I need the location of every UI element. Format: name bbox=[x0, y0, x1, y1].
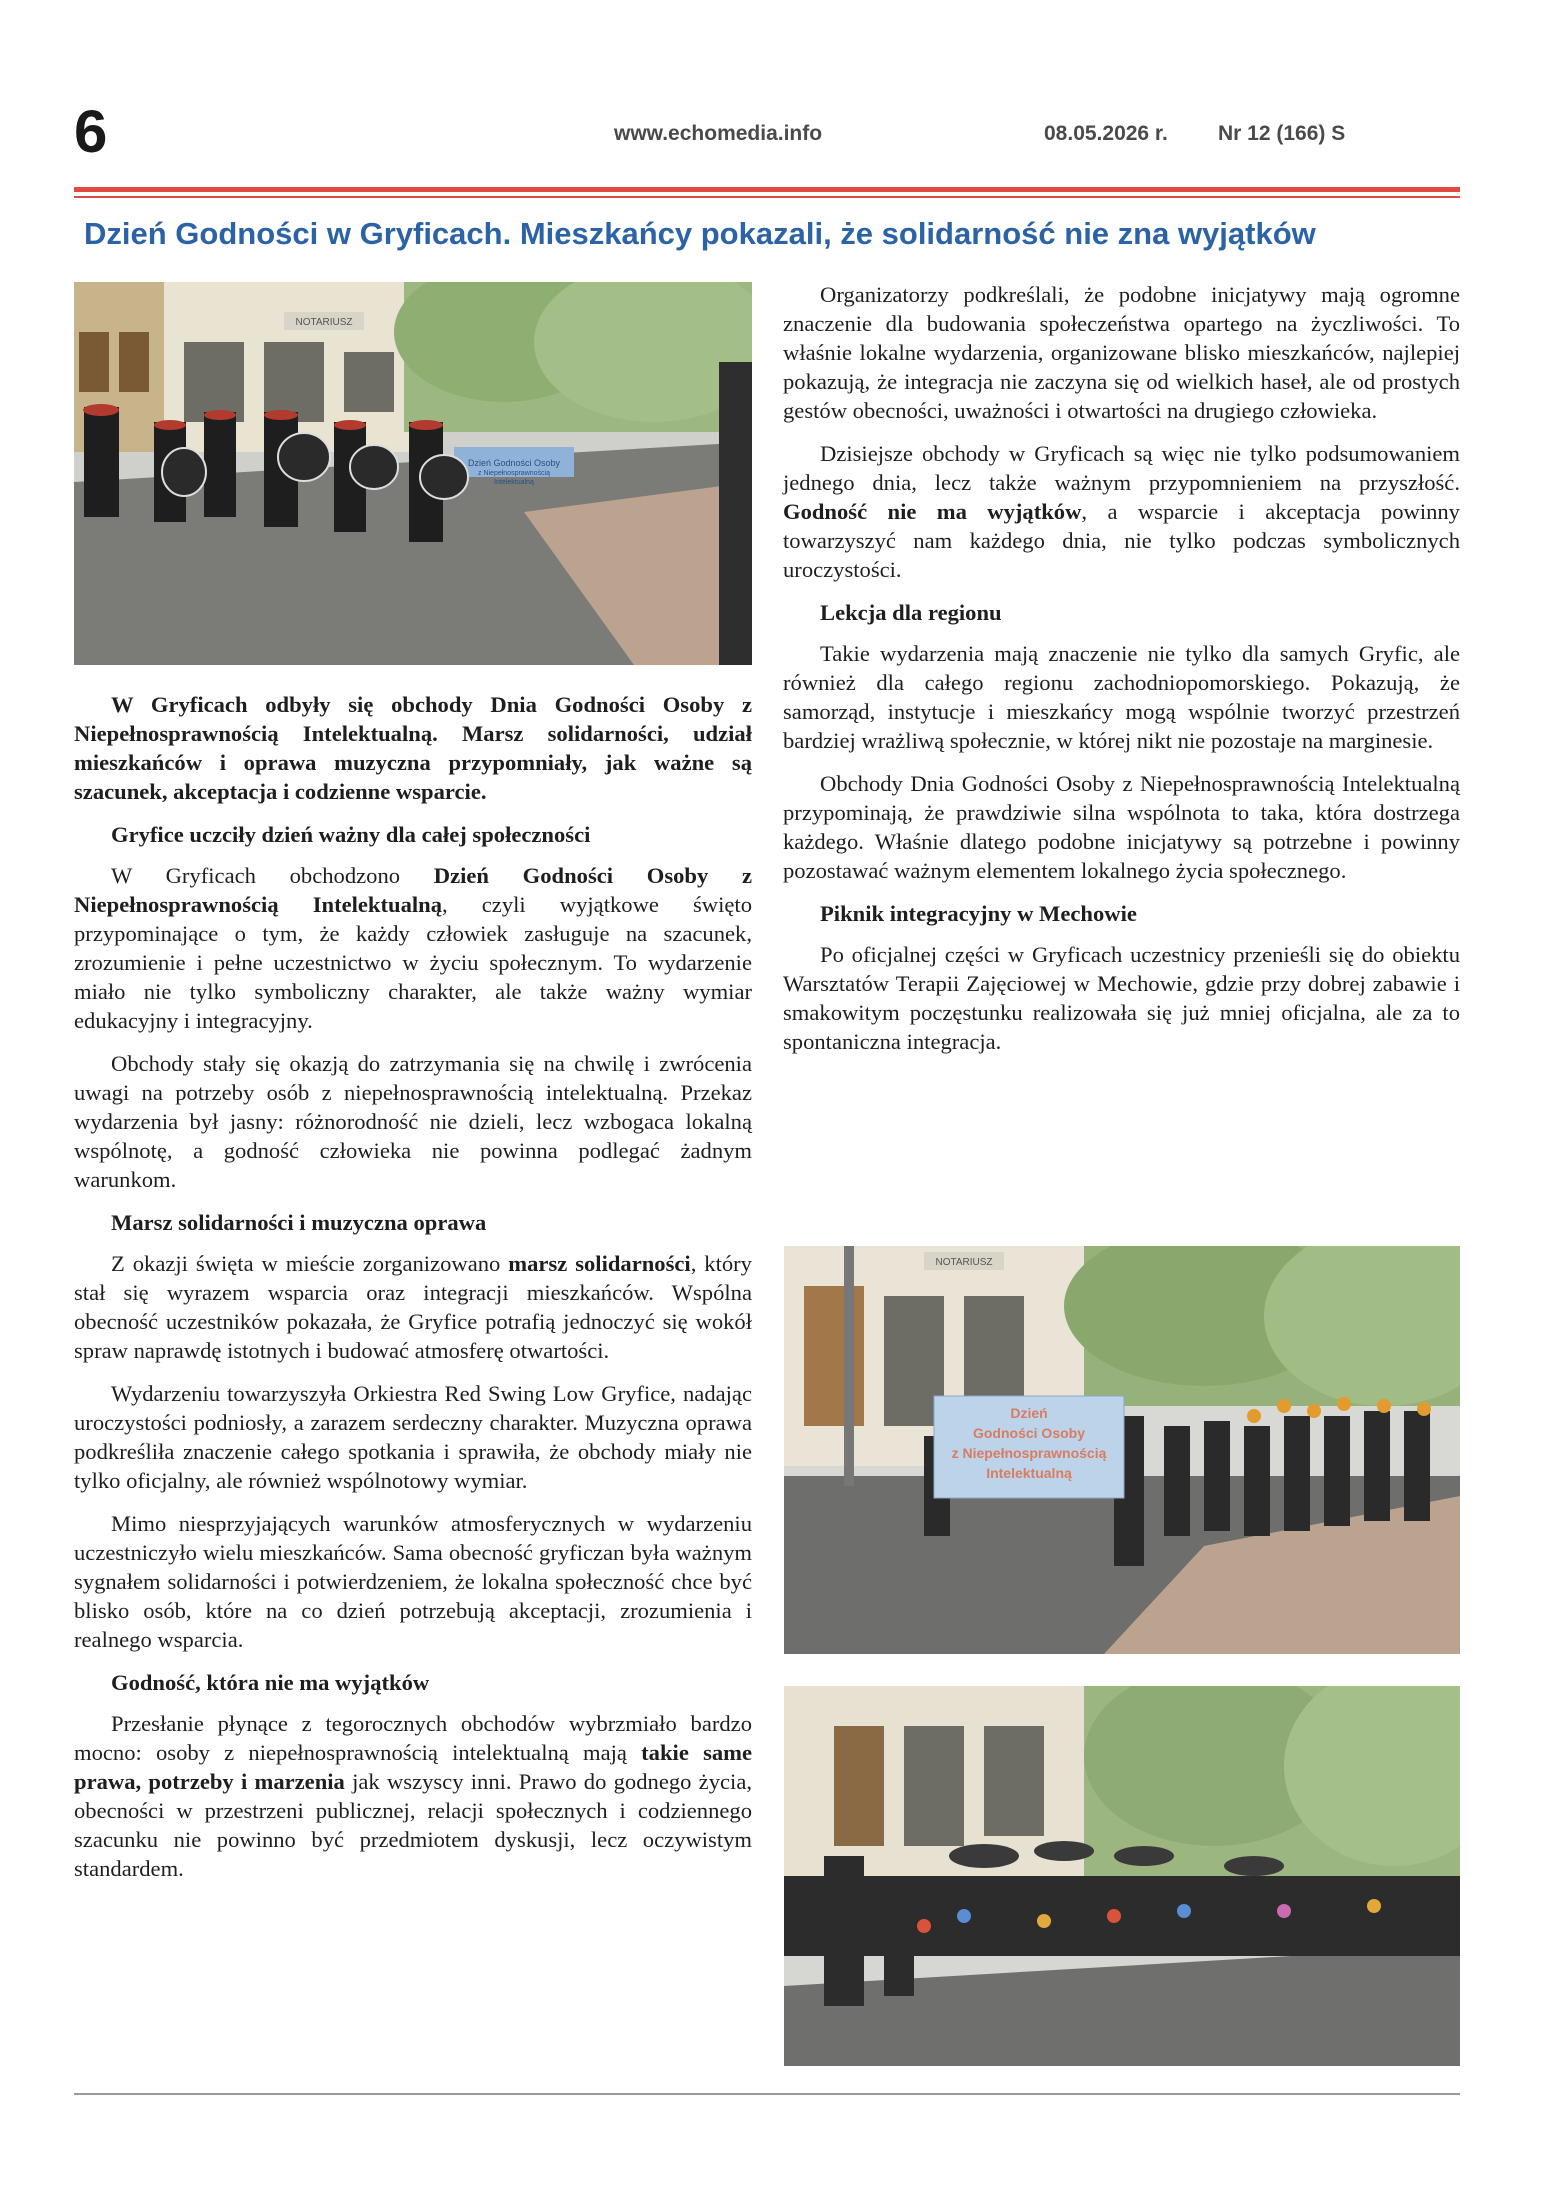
page-header bbox=[74, 100, 1460, 200]
paragraph: Z okazji święta w mieście zorganizowano marsz solidarności, który stał się wyrazem wsparcia oraz integracji mieszkańców. Wspólna obecność uczestników pokazała, że Gryfice potrafią jednoczyć się wokół spraw naprawdę istotnych i budować atmosferę otwartości. bbox=[74, 1251, 752, 1363]
article-headline: Dzień Godności w Gryficach. Mieszkańcy pokazali, że solidarność nie zna wyjątków bbox=[84, 216, 1316, 251]
header-rule bbox=[74, 187, 1460, 192]
subheading-piknik: Piknik integracyjny w Mechowie bbox=[820, 901, 1137, 926]
paragraph: Mimo niesprzyjających warunków atmosferycznych w wydarzeniu uczestniczyło wielu mieszkańców. Sama obecność gryficzan była ważnym sygnałem solidarności i potwierdzeniem, że lokalna społeczność chce być blisko osób, które na co dzień potrzebują akceptacji, zrozumienia i realnego wsparcia. bbox=[74, 1511, 752, 1652]
photo-drummers bbox=[74, 282, 752, 665]
photo2-sign: NOTARIUSZ bbox=[935, 1257, 993, 1268]
photo-banner-march bbox=[784, 1246, 1460, 1654]
paragraph: W Gryficach obchodzono Dzień Godności Osoby z Niepełnosprawnością Intelektualną, czyli wyjątkowe święto przypominające o tym, że każdy człowiek zasługuje na szacunek, zrozumienie i pełne uczestnictwo w życiu społecznym. To wydarzenie miało nie tylko symboliczny charakter, ale także ważny wymiar edukacyjny i integracyjny. bbox=[74, 863, 753, 1033]
issue-number: Nr 12 (166) S bbox=[1218, 122, 1346, 145]
site-url[interactable]: www.echomedia.info bbox=[614, 122, 823, 145]
paragraph: Przesłanie płynące z tegorocznych obchodów wybrzmiało bardzo mocno: osoby z niepełnosprawnością intelektualną mają takie same prawa, potrzeby i marzenia jak wszyscy inni. Prawo do godnego życia, obecności w przestrzeni publicznej, relacji społecznych i codziennego szacunku nie powinno być przedmiotem dyskusji, lecz oczywistym standardem. bbox=[74, 1711, 753, 1881]
paragraph: Takie wydarzenia mają znaczenie nie tylko dla samych Gryfic, ale również dla całego regionu zachodniopomorskiego. Pokazują, że samorząd, instytucje i mieszkańcy mogą wspólnie tworzyć przestrzeń bardziej wrażliwą społecznie, w której nikt nie pozostaje na marginesie. bbox=[783, 641, 1460, 753]
paragraph: Po oficjalnej części w Gryficach uczestnicy przenieśli się do obiektu Warsztatów Terapii Zajęciowej w Mechowie, gdzie przy dobrej zabawie i smakowitym poczęstunku realizowała się już mniej oficjalna, ale za to spontaniczna integracja. bbox=[783, 942, 1460, 1054]
paragraph: Obchody Dnia Godności Osoby z Niepełnosprawnością Intelektualną przypominają, że prawdziwie silna wspólnota to taka, która dostrzega każdego. Właśnie dlatego podobne inicjatywy są potrzebne i powinny pozostawać ważnym elementem lokalnego życia społecznego. bbox=[783, 771, 1460, 883]
subheading-lekcja: Lekcja dla regionu bbox=[820, 600, 1002, 625]
photo1-banner-line: z Niepełnosprawnością bbox=[478, 470, 550, 477]
issue-date: 08.05.2026 r. bbox=[1044, 122, 1168, 145]
photo2-banner-line2: Godności Osoby bbox=[972, 1425, 1086, 1441]
photo2-banner-line3: z Niepełnosprawnością bbox=[951, 1445, 1107, 1461]
right-column bbox=[783, 280, 1460, 1070]
paragraph: Obchody stały się okazją do zatrzymania się na chwilę i zwrócenia uwagi na potrzeby osób z niepełnosprawnością intelektualną. Przekaz wydarzenia był jasny: różnorodność nie dzieli, lecz wzbogaca lokalną wspólnotę, a godność człowieka nie powinna podlegać żadnym warunkom. bbox=[74, 1051, 752, 1192]
paragraph: Wydarzeniu towarzyszyła Orkiestra Red Swing Low Gryfice, nadając uroczystości podniosły, a zarazem serdeczny charakter. Muzyczna oprawa podkreśliła znaczenie całego spotkania i sprawiła, że obchody miały nie tylko oficjalny, ale również wspólnotowy wymiar. bbox=[74, 1381, 752, 1493]
page-number: 6 bbox=[74, 98, 108, 165]
header-rule-thin bbox=[74, 196, 1460, 198]
subheading-marsz: Marsz solidarności i muzyczna oprawa bbox=[111, 1210, 487, 1235]
subheading-godnosc: Godność, która nie ma wyjątków bbox=[111, 1670, 430, 1695]
photo2-banner-line4: Intelektualną bbox=[986, 1465, 1072, 1481]
paragraph: Dzisiejsze obchody w Gryficach są więc nie tylko podsumowaniem jednego dnia, lecz także ważnym przypomnieniem na przyszłość. Godność nie ma wyjątków, a wsparcie i akceptacja powinny towarzyszyć nam każdego dnia, nie tylko podczas symbolicznych uroczystości. bbox=[783, 441, 1460, 582]
photo1-banner: Dzień Godności Osoby bbox=[467, 458, 561, 468]
photo-crowd-march bbox=[784, 1686, 1460, 2066]
photo1-sign: NOTARIUSZ bbox=[295, 317, 353, 328]
article-lead: W Gryficach odbyły się obchody Dnia Godności Osoby z Niepełnosprawnością Intelektualną. Marsz solidarności, udział mieszkańców i oprawa muzyczna przypomniały, jak ważne są szacunek, akceptacja i codzienne wsparcie. bbox=[74, 692, 752, 804]
subheading-gryfice: Gryfice uczciły dzień ważny dla całej społeczności bbox=[111, 822, 591, 847]
left-column bbox=[74, 690, 752, 1897]
photo1-banner-line: Intelektualną bbox=[494, 479, 534, 486]
paragraph: Organizatorzy podkreślali, że podobne inicjatywy mają ogromne znaczenie dla budowania społeczeństwa opartego na życzliwości. To właśnie lokalne wydarzenia, organizowane blisko mieszkańców, najlepiej pokazują, że integracja nie zaczyna się od wielkich haseł, ale od prostych gestów obecności, uważności i otwartości na drugiego człowieka. bbox=[783, 282, 1460, 423]
footer-rule bbox=[74, 2093, 1460, 2095]
photo2-banner-line1: Dzień bbox=[1010, 1405, 1048, 1421]
